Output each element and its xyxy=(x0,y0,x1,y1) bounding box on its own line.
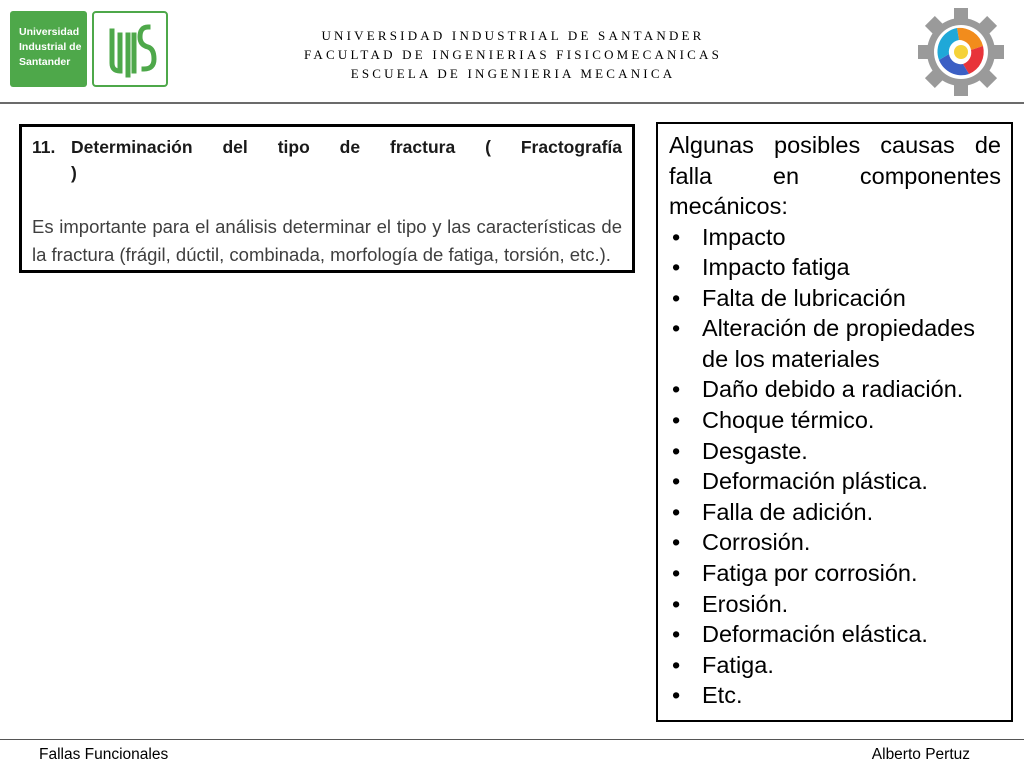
section-title-end: ) xyxy=(71,163,77,183)
cause-text: Alteración de propiedades de los materiales xyxy=(702,315,976,372)
cause-text: Falta de lubricación xyxy=(702,284,906,311)
list-item xyxy=(669,374,1001,405)
uis-monogram-logo xyxy=(92,11,168,87)
logo-line-2: Industrial de xyxy=(19,41,82,53)
header-divider xyxy=(0,102,1024,104)
list-item xyxy=(669,650,1001,681)
uis-logo-text xyxy=(10,11,87,87)
bullet-marker: • xyxy=(672,437,681,464)
cause-text: Daño debido a radiación. xyxy=(702,376,964,403)
logo-line-1: Universidad xyxy=(19,26,80,38)
list-item xyxy=(669,222,1001,253)
list-item xyxy=(669,313,1001,374)
cause-text: Fatiga. xyxy=(702,651,774,678)
footer-course-title: Fallas Funcionales xyxy=(39,746,169,763)
cause-text: Impacto xyxy=(702,223,786,250)
cause-text: Erosión. xyxy=(702,590,789,617)
bullet-marker: • xyxy=(672,498,681,525)
institution-line-school: ESCUELA DE INGENIERIA MECANICA xyxy=(350,66,676,81)
cause-text: Falla de adición. xyxy=(702,498,874,525)
failure-causes-panel xyxy=(656,122,1013,722)
list-item xyxy=(669,283,1001,314)
footer-divider xyxy=(0,739,1024,740)
bullet-marker: • xyxy=(672,682,681,709)
cause-text: Impacto fatiga xyxy=(702,254,850,281)
section-number: 11. xyxy=(32,137,56,157)
bullet-marker: • xyxy=(672,590,681,617)
cause-text: Deformación elástica. xyxy=(702,621,928,648)
list-item xyxy=(669,680,1001,711)
list-item xyxy=(669,466,1001,497)
bullet-marker: • xyxy=(672,223,681,250)
section-title: Determinación del tipo de fractura ( Fractografía xyxy=(71,137,622,157)
bullet-marker: • xyxy=(672,529,681,556)
list-item xyxy=(669,558,1001,589)
section-heading xyxy=(32,134,622,186)
logo-line-3: Santander xyxy=(19,56,71,68)
institution-line-faculty: FACULTAD DE INGENIERIAS FISICOMECANICAS xyxy=(303,47,723,62)
bullet-marker: • xyxy=(672,315,681,342)
causes-intro-line-3: mecánicos: xyxy=(669,193,788,219)
causes-intro-line-2: falla en componentes xyxy=(669,162,1001,189)
cause-text: Corrosión. xyxy=(702,529,811,556)
list-item xyxy=(669,252,1001,283)
bullet-marker: • xyxy=(672,407,681,434)
institution-header xyxy=(230,26,796,83)
list-item xyxy=(669,497,1001,528)
bullet-marker: • xyxy=(672,284,681,311)
cause-text: Deformación plástica. xyxy=(702,468,928,495)
list-item xyxy=(669,619,1001,650)
cause-text: Choque térmico. xyxy=(702,407,875,434)
cause-text: Desgaste. xyxy=(702,437,808,464)
bullet-marker: • xyxy=(672,376,681,403)
list-item xyxy=(669,589,1001,620)
bullet-marker: • xyxy=(672,560,681,587)
list-item xyxy=(669,436,1001,467)
causes-list xyxy=(669,222,1001,712)
institution-line-university: UNIVERSIDAD INDUSTRIAL DE SANTANDER xyxy=(321,28,705,43)
cause-text: Etc. xyxy=(702,682,743,709)
mechanical-gear-logo xyxy=(918,4,1004,98)
causes-intro-line-1: Algunas posibles causas de xyxy=(669,132,1001,158)
bullet-marker: • xyxy=(672,651,681,678)
bullet-marker: • xyxy=(672,254,681,281)
bullet-marker: • xyxy=(672,621,681,648)
cause-text: Fatiga por corrosión. xyxy=(702,560,918,587)
list-item xyxy=(669,527,1001,558)
footer-author: Alberto Pertuz xyxy=(871,746,970,763)
list-item xyxy=(669,405,1001,436)
bullet-marker: • xyxy=(672,468,681,495)
section-body: Es importante para el análisis determinar el tipo y las características de la fractura (frágil, dúctil, combinada, morfología de fatiga, torsión, etc.). xyxy=(32,216,622,265)
causes-intro xyxy=(669,130,1001,222)
